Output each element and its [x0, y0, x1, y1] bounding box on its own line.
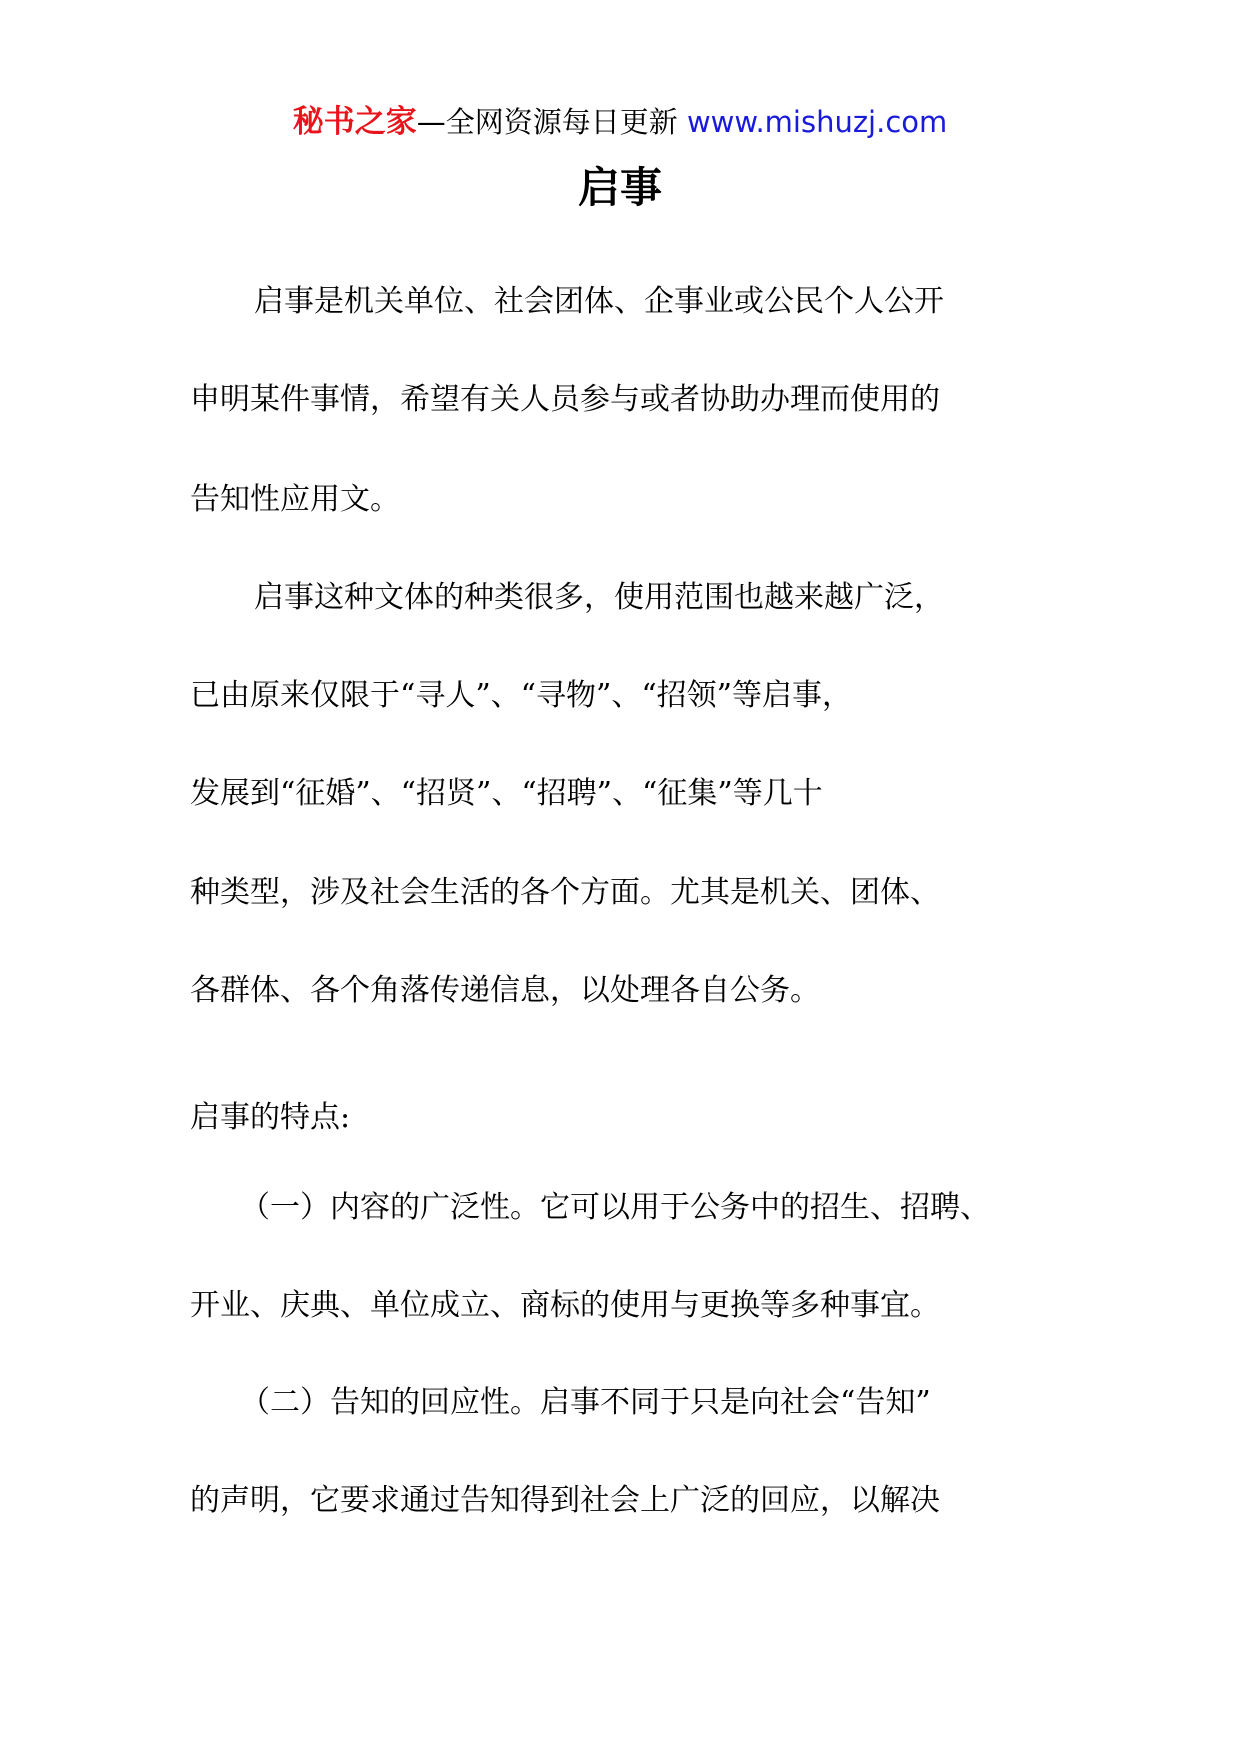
site-header	[0, 102, 1240, 142]
paragraph-2-line-5: 各群体、各个角落传递信息，以处理各自公务。	[190, 973, 820, 1008]
feature-2-line-1: （二）告知的回应性。启事不同于只是向社会“告知”	[240, 1385, 931, 1420]
paragraph-2-line-2: 已由原来仅限于“寻人”、“寻物”、“招领”等启事，	[190, 678, 853, 713]
site-slogan: —全网资源每日更新	[416, 105, 678, 139]
paragraph-1-line-1: 启事是机关单位、社会团体、企事业或公民个人公开	[254, 284, 944, 319]
feature-1-line-2: 开业、庆典、单位成立、商标的使用与更换等多种事宜。	[190, 1288, 940, 1323]
document-title: 启事	[577, 163, 662, 212]
paragraph-2-line-4: 种类型，涉及社会生活的各个方面。尤其是机关、团体、	[190, 875, 940, 910]
paragraph-2-line-1: 启事这种文体的种类很多，使用范围也越来越广泛，	[254, 580, 944, 615]
paragraph-1-line-3: 告知性应用文。	[190, 482, 400, 517]
feature-2-line-2: 的声明，它要求通过告知得到社会上广泛的回应，以解决	[190, 1483, 940, 1518]
paragraph-1-line-2: 申明某件事情，希望有关人员参与或者协助办理而使用的	[190, 382, 940, 417]
paragraph-2-line-3: 发展到“征婚”、“招贤”、“招聘”、“征集”等几十	[190, 776, 823, 811]
site-url-link[interactable]: www.mishuzj.com	[686, 105, 948, 139]
feature-1-line-1: （一）内容的广泛性。它可以用于公务中的招生、招聘、	[240, 1190, 990, 1225]
brand-name: 秘书之家	[292, 104, 417, 140]
features-heading: 启事的特点:	[190, 1100, 351, 1135]
